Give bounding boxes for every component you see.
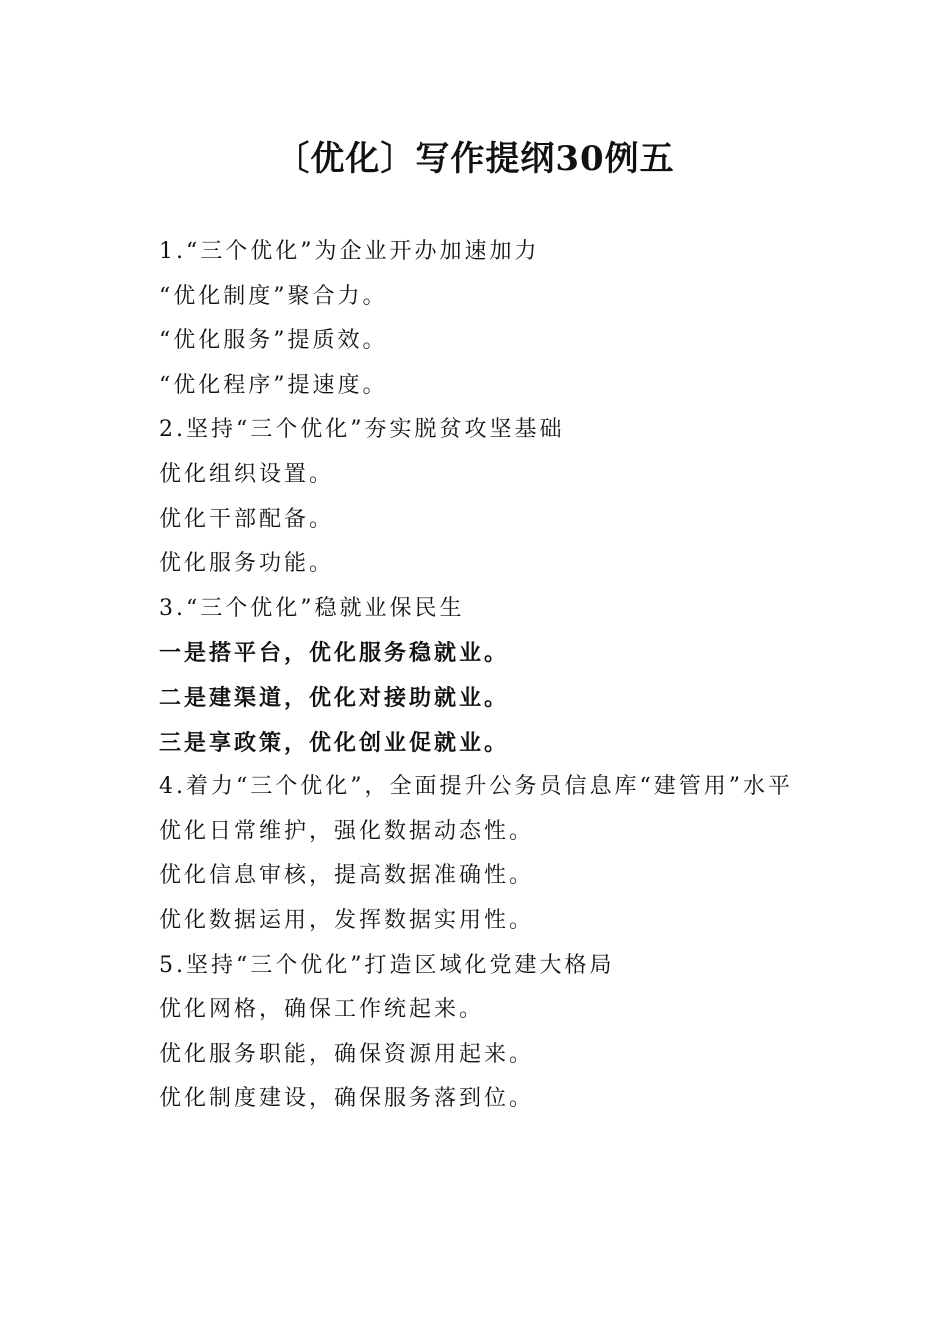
body-line: 二是建渠道，优化对接助就业。 [159,684,510,711]
body-line: 4.着力“三个优化”，全面提升公务员信息库“建管用”水平 [159,774,793,800]
body-line: “优化服务”提质效。 [159,328,388,354]
body-line: 三是享政策，优化创业促就业。 [159,729,510,756]
body-line: “优化程序”提速度。 [159,372,388,398]
body-line: “优化制度”聚合力。 [159,283,388,309]
body-line: 优化数据运用，发挥数据实用性。 [159,907,535,933]
body-line: 优化服务功能。 [159,551,335,577]
body-line: 1.“三个优化”为企业开办加速加力 [159,239,540,264]
body-line: 优化信息审核，提高数据准确性。 [159,863,535,889]
body-line: 优化网格，确保工作统起来。 [159,997,485,1023]
document-body [117,230,829,1122]
body-line: 3.“三个优化”稳就业保民生 [159,595,465,621]
body-line: 一是搭平台，优化服务稳就业。 [159,640,510,667]
body-line: 优化组织设置。 [159,461,335,487]
body-line: 优化日常维护，强化数据动态性。 [159,818,535,844]
document-title: 〔优化〕写作提纲30例五 [275,139,675,179]
body-line: 优化服务职能，确保资源用起来。 [159,1041,535,1067]
body-line: 5.坚持“三个优化”打造区域化党建大格局 [159,952,615,978]
body-line: 优化制度建设，确保服务落到位。 [159,1086,535,1112]
body-line: 2.坚持“三个优化”夯实脱贫攻坚基础 [159,417,565,443]
body-line: 优化干部配备。 [159,506,335,532]
